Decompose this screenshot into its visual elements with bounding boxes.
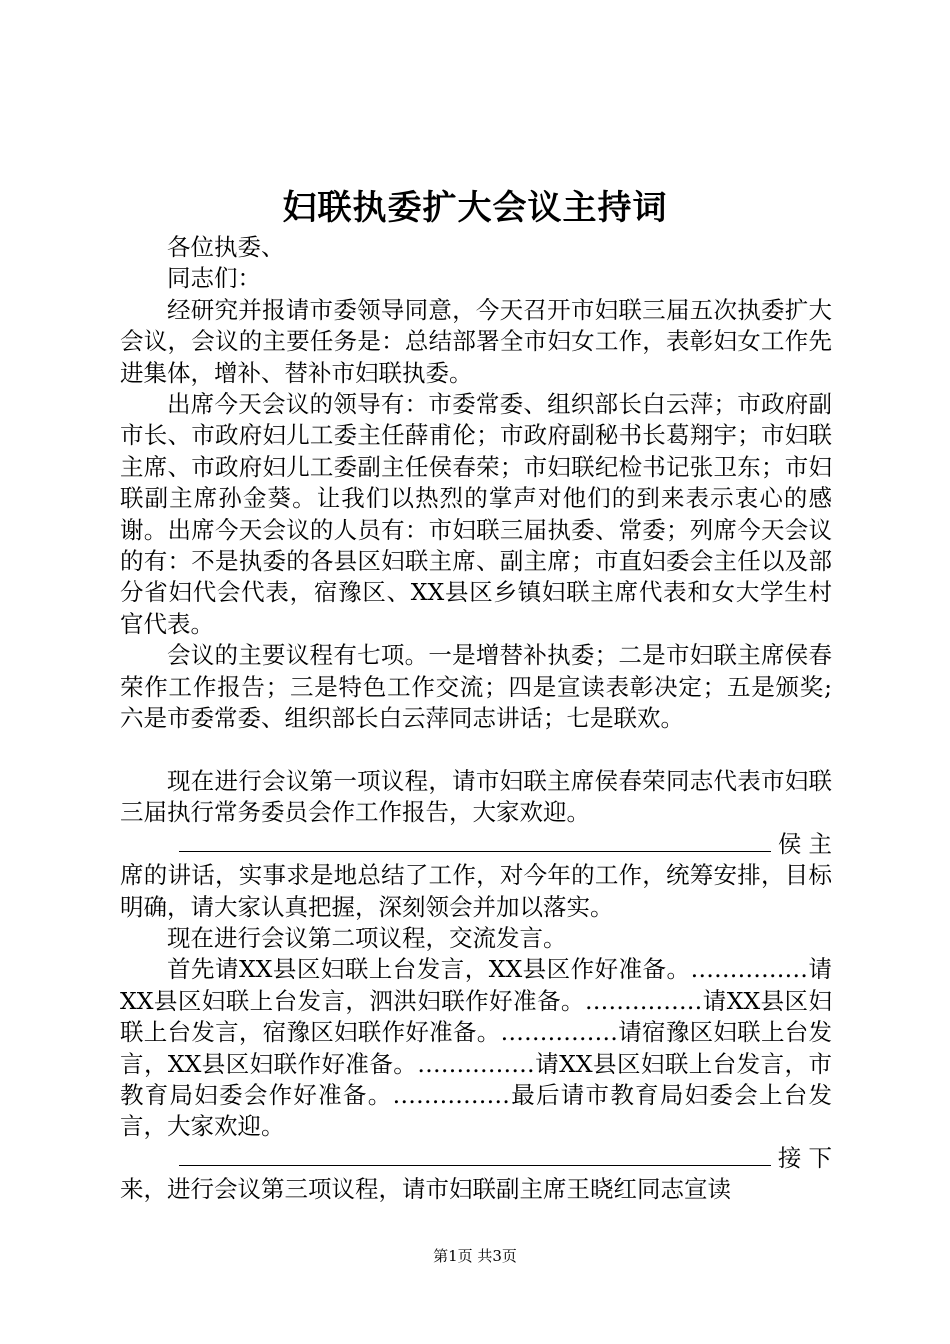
paragraph-agenda-item-3 — [120, 1143, 832, 1206]
salutation-line-2: 同志们： — [167, 264, 261, 293]
paragraph-speakers: 首先请XX县区妇联上台发言，XX县区作好准备。……………请XX县区妇联上台发言，泗洪妇联作好准备。……………请XX县区妇联上台发言，宿豫区妇联作好准备。……………请宿豫区妇联上台发言，XX县区妇联作好准备。……………请XX县区妇联上台发言，市教育局妇委会作好准备。……………最后请市教育局妇委会上台发言，大家欢迎。 — [120, 955, 832, 1141]
blank-line — [120, 735, 832, 766]
paragraph-attendees: 出席今天会议的领导有：市委常委、组织部长白云萍；市政府副市长、市政府妇儿工委主任薛甫伦；市政府副秘书长葛翔宇；市妇联主席、市政府妇儿工委副主任侯春荣；市妇联纪检书记张卫东；市妇联副主席孙金葵。让我们以热烈的掌声对他们的到来表示衷心的感谢。出席今天会议的人员有：市妇联三届执委、常委；列席今天会议的有：不是执委的各县区妇联主席、副主席；市直妇委会主任以及部分省妇代会代表，宿豫区、XX县区乡镇妇联主席代表和女大学生村官代表。 — [120, 390, 832, 638]
blank-underline — [179, 829, 771, 852]
paragraph-agenda: 会议的主要议程有七项。一是增替补执委；二是市妇联主席侯春荣作工作报告；三是特色工作交流；四是宣读表彰决定；五是颁奖;六是市委常委、组织部长白云萍同志讲话；七是联欢。 — [120, 641, 832, 733]
paragraph-agenda-item-1: 现在进行会议第一项议程，请市妇联主席侯春荣同志代表市妇联三届执行常务委员会作工作报告，大家欢迎。 — [120, 766, 832, 827]
blank-underline — [179, 1143, 771, 1166]
paragraph-agenda-item-3-text: 接下来，进行会议第三项议程，请市妇联副主席王晓红同志宣读 — [120, 1143, 832, 1204]
document-title: 妇联执委扩大会议主持词 — [282, 188, 668, 228]
paragraph-summary-text: 侯主席的讲话，实事求是地总结了工作，对今年的工作，统筹安排，目标明确，请大家认真把握，深刻领会并加以落实。 — [120, 829, 832, 921]
document-body — [120, 232, 832, 1206]
paragraph-purpose: 经研究并报请市委领导同意，今天召开市妇联三届五次执委扩大会议，会议的主要任务是：总结部署全市妇女工作，表彰妇女工作先进集体，增补、替补市妇联执委。 — [120, 295, 832, 387]
page-footer: 第1页 共3页 — [433, 1247, 517, 1265]
salutation-line-1: 各位执委、 — [167, 233, 285, 261]
paragraph-agenda-item-2: 现在进行会议第二项议程，交流发言。 — [167, 923, 567, 952]
paragraph-summary — [120, 829, 832, 923]
